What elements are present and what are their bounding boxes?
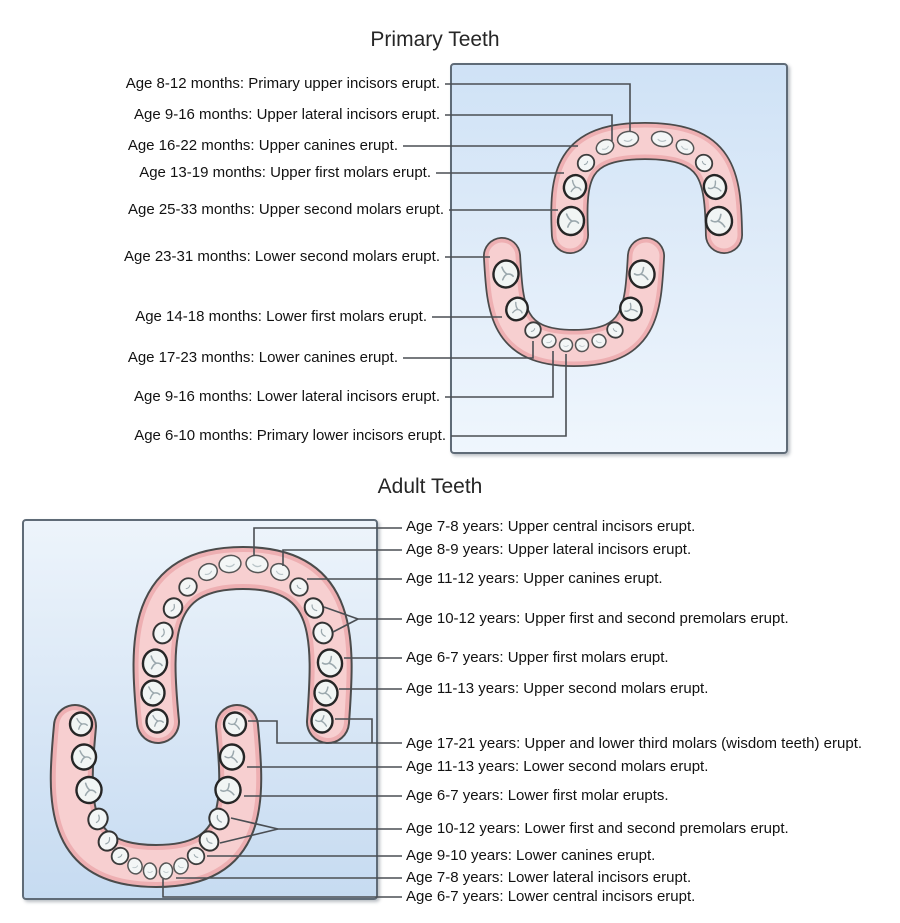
adult-teeth-title: Adult Teeth: [377, 475, 483, 498]
label-adult-lower-premolars: Age 10-12 years: Lower first and second premolars erupt.: [406, 820, 789, 837]
primary-teeth-panel: [450, 63, 788, 454]
label-adult-lower-canines: Age 9-10 years: Lower canines erupt.: [406, 847, 656, 864]
label-lower-second-molars: Age 23-31 months: Lower second molars erupt.: [123, 248, 440, 265]
label-adult-lower-central-incisors: Age 6-7 years: Lower central incisors erupt.: [406, 888, 696, 905]
primary-teeth-title: Primary Teeth: [370, 28, 500, 51]
label-adult-lower-second-molars: Age 11-13 years: Lower second molars erupt.: [406, 758, 709, 775]
label-adult-upper-first-molars: Age 6-7 years: Upper first molars erupt.: [406, 649, 669, 666]
label-adult-upper-canines: Age 11-12 years: Upper canines erupt.: [406, 570, 663, 587]
label-upper-canines: Age 16-22 months: Upper canines erupt.: [127, 137, 398, 154]
label-primary-lower-incisors: Age 6-10 months: Primary lower incisors erupt.: [134, 427, 446, 444]
label-lower-lateral-incisors: Age 9-16 months: Lower lateral incisors erupt.: [134, 388, 440, 405]
label-lower-canines: Age 17-23 months: Lower canines erupt.: [127, 349, 398, 366]
adult-teeth-panel: [22, 519, 378, 900]
label-lower-first-molars: Age 14-18 months: Lower first molars erupt.: [135, 308, 427, 325]
label-upper-lateral-incisors: Age 9-16 months: Upper lateral incisors erupt.: [134, 106, 440, 123]
label-upper-second-molars: Age 25-33 months: Upper second molars erupt.: [127, 201, 444, 218]
label-adult-lower-lateral-incisors: Age 7-8 years: Lower lateral incisors erupt.: [406, 869, 692, 886]
label-adult-upper-lateral-incisors: Age 8-9 years: Upper lateral incisors erupt.: [406, 541, 692, 558]
label-upper-first-molars: Age 13-19 months: Upper first molars erupt.: [139, 164, 431, 181]
label-adult-upper-central-incisors: Age 7-8 years: Upper central incisors erupt.: [406, 518, 696, 535]
label-adult-upper-second-molars: Age 11-13 years: Upper second molars erupt.: [406, 680, 709, 697]
label-adult-lower-first-molar: Age 6-7 years: Lower first molar erupts.: [406, 787, 669, 804]
label-primary-upper-incisors: Age 8-12 months: Primary upper incisors erupt.: [125, 75, 440, 92]
label-adult-third-molars: Age 17-21 years: Upper and lower third molars (wisdom teeth) erupt.: [406, 735, 863, 752]
label-adult-upper-premolars: Age 10-12 years: Upper first and second premolars erupt.: [406, 610, 789, 627]
